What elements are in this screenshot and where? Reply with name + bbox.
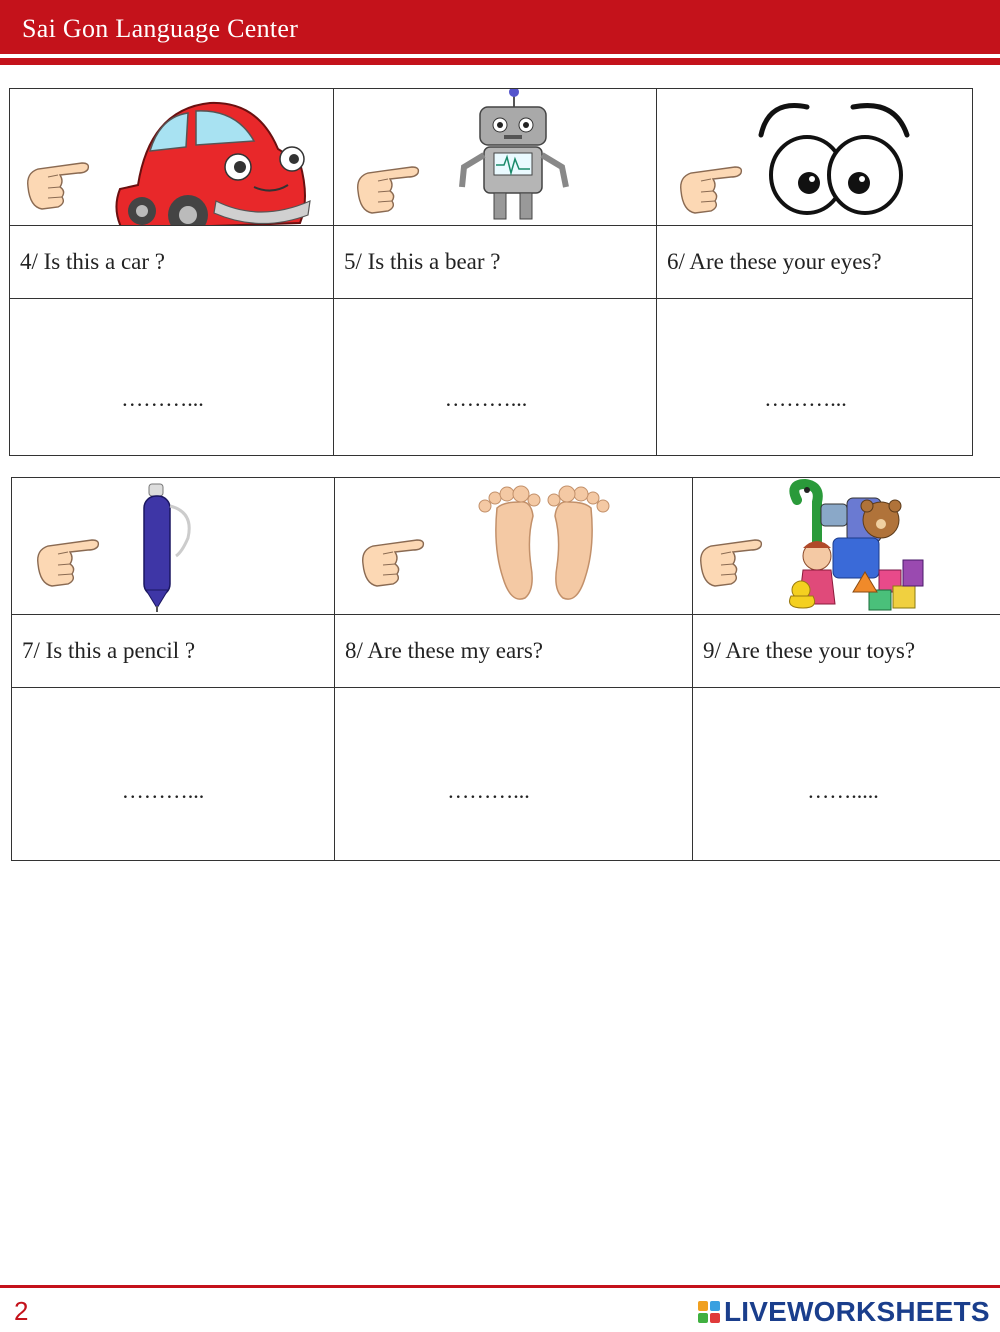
pen-picture (12, 478, 335, 614)
picture-row (10, 89, 973, 226)
exercise-table-2 (11, 477, 1000, 861)
answer-blank-7[interactable]: ………... (121, 778, 205, 803)
pointing-hand-icon (358, 167, 419, 213)
answer-blank-9[interactable]: ……..... (807, 778, 879, 803)
pointing-hand-icon (28, 163, 89, 209)
answer-row (10, 299, 973, 456)
picture-cell-car (10, 89, 334, 226)
exercise-table-1 (9, 88, 973, 456)
picture-cell-pen (12, 478, 335, 615)
robot-icon (462, 89, 566, 219)
answer-row (12, 688, 1000, 861)
brand-logo[interactable] (698, 1296, 990, 1328)
toys-picture (693, 478, 1000, 614)
answer-cell-6[interactable] (657, 299, 973, 456)
answer-blank-8[interactable]: ………... (447, 778, 530, 803)
pointing-hand-icon (38, 540, 99, 586)
question-4: 4/ Is this a car ? (10, 226, 334, 299)
picture-cell-robot (334, 89, 657, 226)
picture-cell-feet (335, 478, 693, 615)
header-divider (0, 58, 1000, 65)
header-banner (0, 0, 1000, 54)
picture-row (12, 478, 1000, 615)
question-row (10, 226, 973, 299)
brand-name: LIVEWORKSHEETS (724, 1296, 990, 1327)
picture-cell-toys (693, 478, 1000, 615)
pointing-hand-icon (681, 167, 742, 213)
answer-blank-5[interactable]: ………... (444, 386, 528, 411)
car-picture (10, 89, 334, 225)
question-9: 9/ Are these your toys? (693, 615, 1000, 688)
question-8: 8/ Are these my ears? (335, 615, 693, 688)
eyes-picture (657, 89, 973, 225)
question-7: 7/ Is this a pencil ? (12, 615, 335, 688)
question-5: 5/ Is this a bear ? (334, 226, 657, 299)
robot-picture (334, 89, 657, 225)
answer-cell-5[interactable] (334, 299, 657, 456)
answer-cell-4[interactable] (10, 299, 334, 456)
answer-cell-9[interactable] (693, 688, 1000, 861)
feet-picture (335, 478, 693, 614)
answer-blank-4[interactable]: ………... (121, 386, 204, 411)
answer-blank-6[interactable]: ………... (764, 386, 847, 411)
answer-cell-7[interactable] (12, 688, 335, 861)
picture-cell-eyes (657, 89, 973, 226)
answer-cell-8[interactable] (335, 688, 693, 861)
toys-icon (790, 484, 924, 610)
pointing-hand-icon (363, 540, 424, 586)
eyes-icon (761, 106, 907, 213)
question-row (12, 615, 1000, 688)
feet-icon (479, 486, 609, 599)
footer-divider (0, 1285, 1000, 1288)
center-title: Sai Gon Language Center (22, 14, 299, 43)
pen-icon (144, 484, 189, 612)
car-icon (116, 103, 310, 225)
page-number: 2 (14, 1296, 29, 1326)
pointing-hand-icon (701, 540, 762, 586)
brand-grid-icon (698, 1301, 720, 1323)
question-6: 6/ Are these your eyes? (657, 226, 973, 299)
